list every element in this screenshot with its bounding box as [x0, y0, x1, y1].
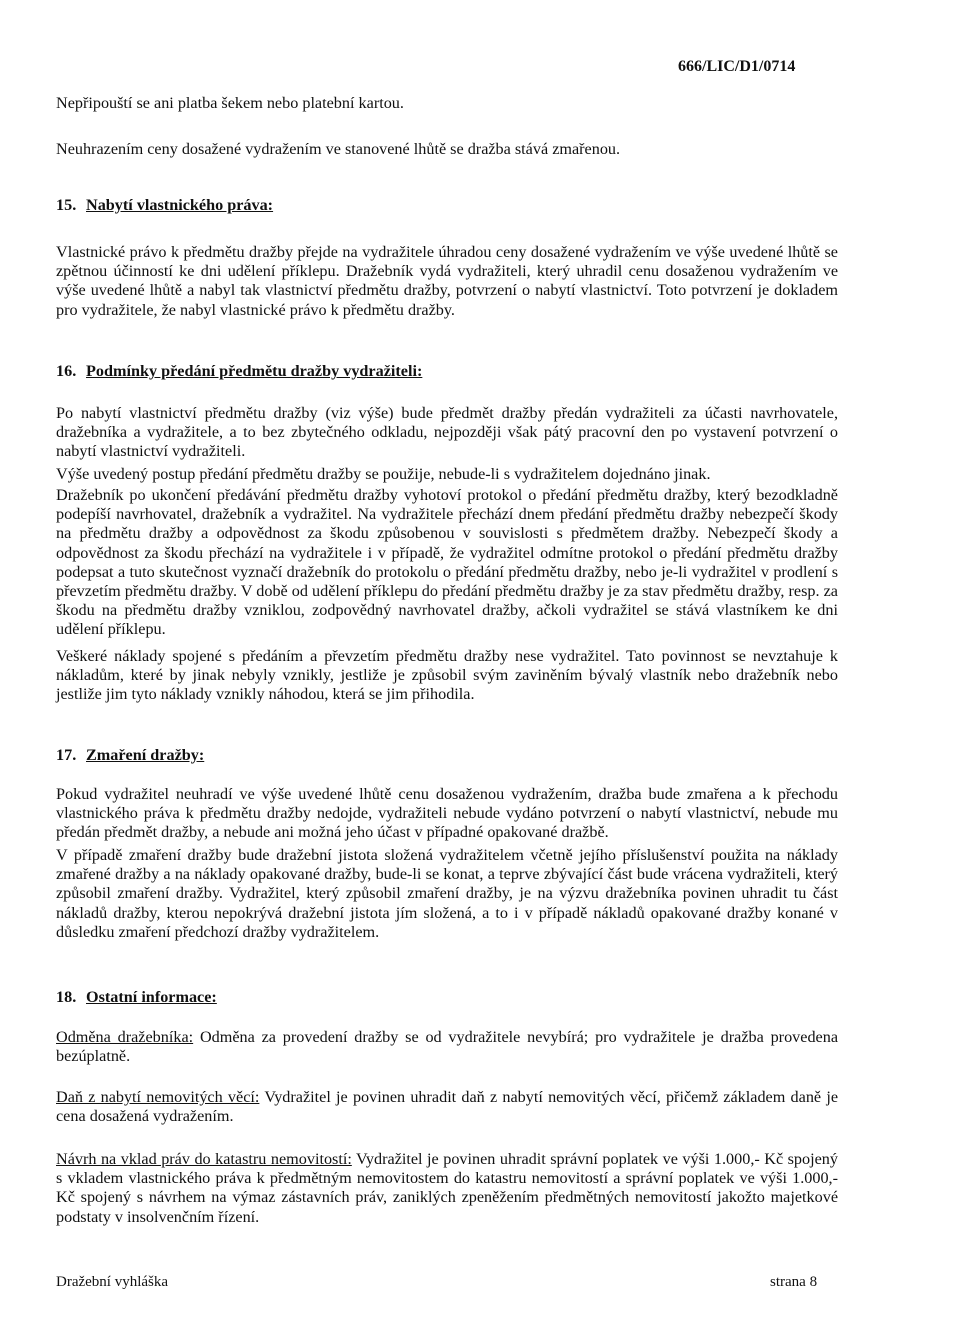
- section-15-text: Vlastnické právo k předmětu dražby přejde na vydražitele úhradou ceny dosažené vydražením ve výše uvedené lhůtě se zpětnou účinností ke dni udělení příklepu. Dražebník vydá vydražiteli, který uhradil cenu dosaženou vydražením ve výše uvedené lhůtě a nabyl tak vlastnictví předmětu dražby, potvrzení o nabytí vlastnictví. Toto potvrzení je dokladem pro vydražitele, že nabyl vlastnické právo k předmětu dražby.: [56, 243, 838, 319]
- section-15-number: 15.: [56, 196, 77, 214]
- section-16-paragraph-1: Po nabytí vlastnictví předmětu dražby (viz výše) bude předmět dražby předán vydražiteli za účasti navrhovatele, dražebníka a vydražitele, a to bez zbytečného odkladu, nejpozději však pátý pracovní den po vystavení potvrzení o nabytí vlastnictví vydražiteli.: [56, 404, 838, 461]
- section-17-number: 17.: [56, 746, 77, 764]
- property-tax-paragraph: [56, 1088, 838, 1126]
- dealer-fee-text: Odměna za provedení dražby se od vydražitele nevybírá; pro vydražitele je dražba provedena bezúplatně.: [56, 1028, 839, 1066]
- document-id: 666/LIC/D1/0714: [678, 58, 796, 75]
- section-17-paragraph-2: V případě zmaření dražby bude dražební jistota složená vydražitelem včetně jejího příslušenství použita na náklady zmařené dražby a na náklady opakované dražby, bude-li se konat, a teprve zbývající část bude vrácena vydražiteli, který způsobil zmaření dražby. Vydražitel, který způsobil zmaření dražby, je na výzvu dražebníka povinen uhradit tu část nákladů dražby, kterou nepokrývá dražební jistota jím složená, a to i v případě nákladů opakované dražby konané v důsledku zmaření předchozí dražby vydražitelem.: [56, 846, 838, 941]
- section-16-paragraph-4: Veškeré náklady spojené s předáním a převzetím předmětu dražby nese vydražitel. Tato povinnost se nevztahuje k nákladům, které by jinak nebyly vznikly, jestliže je způsobil svým zaviněním bývalý vlastník nebo dražebník nebo jestliže jim tyto náklady vznikly náhodou, která se jim přihodila.: [56, 647, 838, 704]
- section-18-number: 18.: [56, 988, 77, 1006]
- section-16-title: Podmínky předání předmětu dražby vydražiteli:: [86, 362, 423, 380]
- section-16-number: 16.: [56, 362, 77, 380]
- section-17-title: Zmaření dražby:: [86, 746, 205, 764]
- section-15-heading: [56, 196, 273, 215]
- cadastre-term: Návrh na vklad práv do katastru nemovitostí:: [56, 1150, 352, 1168]
- section-18-heading: [56, 988, 217, 1007]
- dealer-fee-paragraph: [56, 1028, 838, 1066]
- property-tax-text: Vydražitel je povinen uhradit daň z nabytí nemovitých věcí, přičemž základem daně je cena dosažená vydražením.: [56, 1088, 839, 1126]
- unpaid-note: Neuhrazením ceny dosažené vydražením ve stanovené lhůtě se dražba stává zmařenou.: [56, 140, 621, 158]
- payment-note: Nepřipouští se ani platba šekem nebo platební kartou.: [56, 94, 404, 112]
- section-15-title: Nabytí vlastnického práva:: [86, 196, 274, 214]
- footer-page-number: strana 8: [770, 1274, 818, 1290]
- section-17-paragraph-1: Pokud vydražitel neuhradí ve výše uvedené lhůtě cenu dosaženou vydražením, dražba bude zmařena a k přechodu vlastnického práva k předmětu dražby nedojde, vydražiteli nebude vydáno potvrzení o nabytí vlastnictví, nebude mu předán předmět dražby, a nebude ani možná jeho účast v případné opakované dražbě.: [56, 785, 838, 842]
- section-16-paragraph-3: Dražebník po ukončení předávání předmětu dražby vyhotoví protokol o předání předmětu dražby, který bezodkladně podepíší navrhovatel, dražebník a vydražitel. Na vydražitele přechází dnem předání předmětu dražby nebezpečí škody na předmětu dražby a odpovědnost za škodu způsobenou v souvislosti s předmětem dražby. Nebezpečí škody a odpovědnost za škodu přechází na vydražitele i v případě, že vydražitel odmítne protokol o předání předmětu dražby podepsat a tuto skutečnost vyznačí dražebník do protokolu o předání předmětu dražby, nebo je-li vydražitel v prodlení s převzetím předmětu dražby. V době od udělení příklepu do předání předmětu dražby je za stav předmětu dražby, resp. za škodu na předmětu dražby vzniklou, zodpovědný navrhovatel dražby, ačkoli vydražitel se stává vlastníkem ke dni udělení příklepu.: [56, 486, 838, 639]
- section-17-heading: [56, 746, 204, 765]
- section-16-paragraph-2: Výše uvedený postup předání předmětu dražby se použije, nebude-li s vydražitelem dojednáno jinak.: [56, 465, 711, 483]
- cadastre-text: Vydražitel je povinen uhradit správní poplatek ve výši 1.000,- Kč spojený s vkladem vlastnického práva k předmětným nemovitostem do katastru nemovitostí a správní poplatek ve výši 1.000,- Kč spojený s návrhem na výmaz zástavních práv, zaniklých zpeněžením předmětných nemovitostí jakožto majetkové podstaty v insolvenčním řízení.: [56, 1150, 838, 1226]
- cadastre-paragraph: [56, 1150, 838, 1227]
- section-18-title: Ostatní informace:: [86, 988, 217, 1006]
- property-tax-term: Daň z nabytí nemovitých věcí:: [56, 1088, 260, 1106]
- section-16-heading: [56, 362, 422, 381]
- footer-document-title: Dražební vyhláška: [56, 1274, 169, 1290]
- dealer-fee-term: Odměna dražebníka:: [56, 1028, 194, 1046]
